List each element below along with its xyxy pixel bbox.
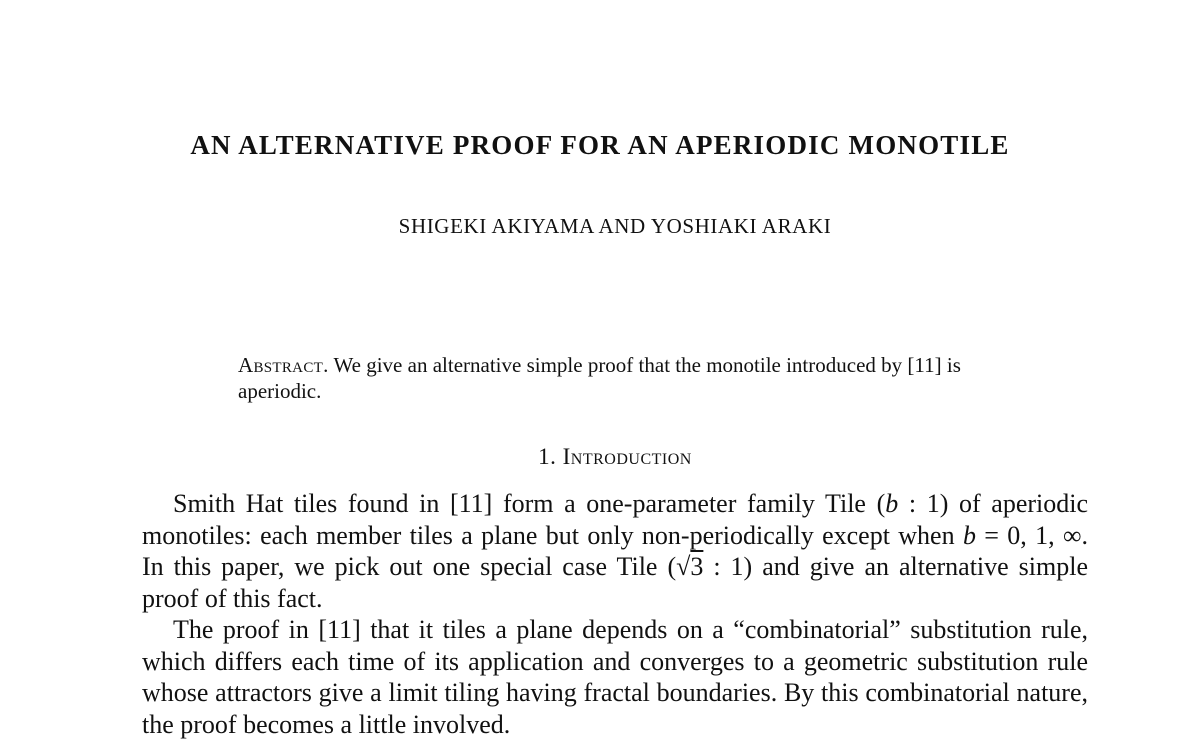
paragraph-1 [142, 488, 1088, 614]
paragraph-2: The proof in [11] that it tiles a plane depends on a “combinatorial” substitution rule, which differs each time of its application and converges to a geometric substitution rule whose attractors give a limit tiling having fractal boundaries. By this combinatorial nature, the proof becomes a little involved. [142, 615, 1088, 739]
section-number: 1. [538, 444, 557, 469]
paragraph-1-part-c: : 1) of aperiodic monotiles: each member tiles a plane but only non-periodically except when [142, 489, 1089, 550]
paragraph-1-math-b: b [885, 489, 899, 518]
section-title: Introduction [562, 444, 692, 469]
paragraph-1-part-a: Smith Hat tiles found in [11] form a one-parameter family Tile ( [173, 489, 886, 518]
section-heading [0, 444, 1200, 470]
paragraph-1-sqrt-radicand: 3 [690, 552, 704, 581]
paragraph-1-part-g: : 1) and give an alternative simple proof of this fact. [142, 552, 1088, 613]
paragraph-1-math-b-2: b [962, 520, 976, 550]
body-text [142, 488, 1088, 740]
paper-authors: SHIGEKI AKIYAMA AND YOSHIAKI ARAKI [398, 214, 832, 238]
abstract-label: Abstract. [238, 353, 329, 377]
abstract-text: We give an alternative simple proof that the monotile introduced by [11] is aperiodic. [238, 353, 961, 403]
paragraph-1-part-e: = 0, 1, ∞. In this paper, we pick out one special case Tile (√ [142, 520, 1088, 581]
abstract [238, 352, 998, 404]
paper-title: AN ALTERNATIVE PROOF FOR AN APERIODIC MONOTILE [190, 130, 1010, 160]
